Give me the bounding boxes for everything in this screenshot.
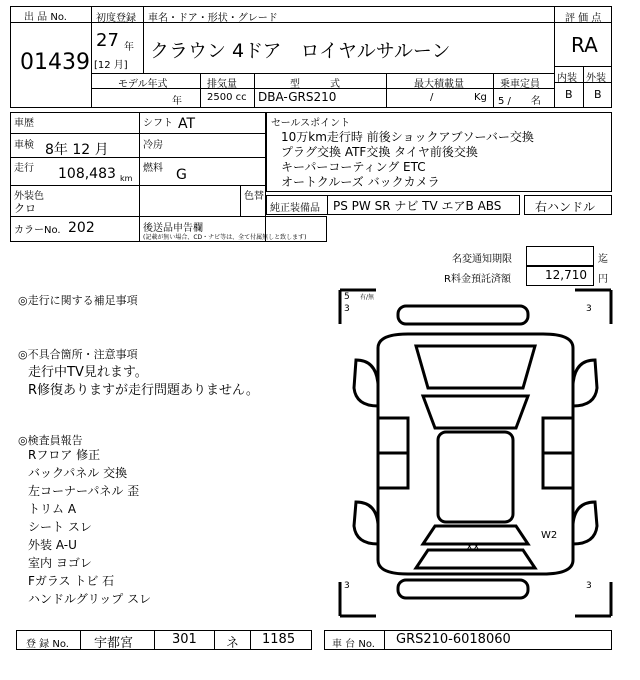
- rear-bumper: [398, 580, 528, 598]
- corner-bracket: [575, 290, 611, 324]
- lot-no-label: 出 品 No.: [24, 12, 67, 23]
- inspector-line: バックパネル 交換: [28, 466, 128, 480]
- first-reg-label: 初度登録: [96, 13, 136, 24]
- reg-year-unit: 年: [124, 42, 134, 53]
- chassis-number: GRS210-6018060: [396, 632, 511, 647]
- windshield: [423, 396, 528, 428]
- front-tag-sub: 有/無: [360, 294, 375, 301]
- inspector-line: Rフロア 修正: [28, 448, 101, 462]
- chassis-label: 車 台 No.: [332, 639, 375, 650]
- registration-city: 宇都宮: [94, 636, 134, 651]
- sales-points-label: セールスポイント: [271, 118, 351, 129]
- model-code: DBA-GRS210: [258, 90, 337, 104]
- exterior-label: 外装: [586, 73, 606, 84]
- max-load: /: [430, 92, 434, 103]
- rear-tag-right: 3: [586, 581, 592, 591]
- inspector-line: 室内 ヨゴレ: [28, 556, 92, 570]
- exterior-color-label: 外装色: [14, 191, 44, 202]
- interior-grade: B: [565, 88, 573, 101]
- rear-tag-left: 3: [344, 581, 350, 591]
- name-change-box: [526, 246, 594, 266]
- shift-value: AT: [178, 116, 196, 132]
- defect-line: R修復ありますが走行問題ありません。: [28, 383, 259, 398]
- left-front-fender: [354, 360, 378, 406]
- interior-label: 内装: [557, 73, 577, 84]
- left-rear-fender: [354, 502, 378, 544]
- shift-label: シフト: [143, 118, 173, 129]
- max-load-label: 最大積載量: [414, 79, 464, 90]
- inspection-date: 8年 12 月: [45, 142, 109, 158]
- right-front-fender: [573, 360, 597, 406]
- roof: [438, 432, 513, 522]
- lot-no: 01439: [20, 50, 90, 75]
- capacity-label: 乗車定員: [500, 79, 540, 90]
- registration-class: 301: [172, 632, 197, 647]
- exterior-color: クロ: [14, 202, 36, 215]
- mileage-unit: km: [120, 174, 133, 183]
- model-year-label: モデル年式: [118, 79, 168, 90]
- inspector-title: ◎検査員報告: [18, 434, 83, 447]
- registration-label: 登 録 No.: [26, 639, 69, 650]
- aftermarket-note: (記載が無い場合、CD・ナビ等は、全て付属無しと致します): [143, 234, 307, 241]
- reg-month: [12 月]: [94, 60, 128, 71]
- inspector-line: 左コーナーパネル 歪: [28, 484, 140, 498]
- inspector-line: ハンドルグリップ スレ: [28, 592, 152, 606]
- sales-point-line: プラグ交換 ATF交換 タイヤ前後交換: [281, 145, 478, 159]
- aftermarket-label: 後送品申告欄: [143, 223, 203, 234]
- sales-point-line: 10万km走行時 前後ショックアブソーバー交換: [281, 130, 534, 144]
- car-damage-diagram: [338, 288, 613, 618]
- name-change-label: 名変通知期限: [452, 254, 512, 265]
- inspector-line: Fガラス トビ 石: [28, 574, 115, 588]
- color-change-label: 色替: [244, 191, 264, 202]
- equipment-label: 純正装備品: [270, 203, 320, 214]
- color-no-label: カラーNo.: [14, 225, 61, 236]
- inspector-line: トリム A: [28, 502, 77, 516]
- recycle-label: R料金預託済額: [444, 274, 511, 285]
- side-tag-left: 3: [344, 304, 350, 314]
- reg-year: 27: [96, 30, 119, 51]
- defects-title: ◎不具合箇所・注意事項: [18, 348, 138, 361]
- side-tag-right: 3: [586, 304, 592, 314]
- registration-number: 1185: [262, 632, 296, 647]
- color-no: 202: [68, 220, 95, 236]
- max-load-unit: Kg: [474, 92, 487, 103]
- rating-value: RA: [571, 33, 598, 57]
- car-name-label: 車名・ドア・形状・グレード: [148, 13, 278, 24]
- exterior-grade: B: [594, 88, 602, 101]
- inspector-line: 外装 A-U: [28, 538, 77, 552]
- inspector-line: シート スレ: [28, 520, 92, 534]
- equipment-list: PS PW SR ナビ TV エアB ABS: [333, 199, 502, 213]
- registration-kana: ネ: [226, 636, 240, 651]
- sales-point-line: キーパーコーティング ETC: [281, 160, 426, 174]
- damage-mark-xx: XX: [466, 542, 480, 553]
- corner-bracket: [575, 582, 611, 616]
- car-name: クラウン 4ドア ロイヤルサルーン: [150, 40, 451, 62]
- recycle-unit: 円: [598, 274, 608, 285]
- model-year-unit: 年: [172, 96, 182, 107]
- fuel-value: G: [176, 167, 187, 183]
- mileage-remarks-title: ◎走行に関する補足事項: [18, 294, 138, 307]
- aircon-label: 冷房: [143, 140, 163, 151]
- damage-mark-w2: W2: [541, 530, 558, 541]
- capacity: 5 / 名: [498, 96, 541, 107]
- steering-value: 右ハンドル: [535, 200, 596, 214]
- mileage-label: 走行: [14, 163, 34, 174]
- history-label: 車歴: [14, 118, 34, 129]
- rating-label: 評 価 点: [565, 13, 602, 24]
- sales-point-line: オートクルーズ バックカメラ: [281, 175, 440, 189]
- hood: [416, 346, 535, 388]
- displacement-label: 排気量: [207, 79, 237, 90]
- front-bumper: [398, 306, 528, 324]
- inspection-label: 車検: [14, 140, 34, 151]
- defect-line: 走行中TV見れます。: [28, 365, 148, 380]
- recycle-amount: 12,710: [545, 268, 587, 282]
- displacement: 2500 cc: [207, 92, 247, 103]
- fuel-label: 燃料: [143, 163, 163, 174]
- name-change-unit: 迄: [598, 254, 608, 265]
- model-label: 型 式: [290, 79, 340, 90]
- mileage-value: 108,483: [58, 166, 116, 182]
- front-tag: 5: [344, 292, 350, 302]
- right-rear-fender: [573, 502, 597, 544]
